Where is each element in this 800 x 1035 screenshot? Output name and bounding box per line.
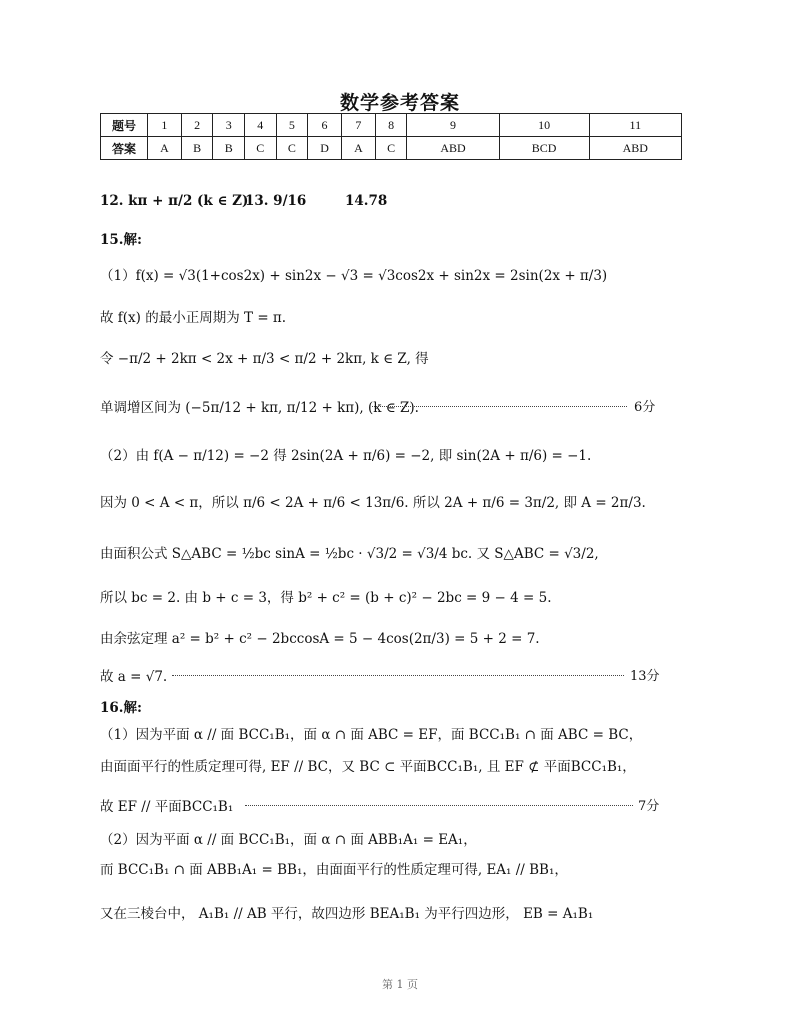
answer-cell: D — [308, 137, 342, 160]
question-number-cell: 5 — [276, 114, 308, 137]
dotted-leader — [245, 805, 633, 806]
dotted-leader — [172, 675, 624, 676]
score-mark: 7分 — [638, 799, 660, 814]
q15-line: 单调增区间为 (−5π/12 + kπ, π/12 + kπ), (k ∈ Z). — [100, 400, 419, 416]
answer-cell: BCD — [499, 137, 589, 160]
q15-header: 15.解: — [100, 232, 142, 248]
question-number-cell: 8 — [375, 114, 407, 137]
q15-line: 所以 bc = 2. 由 b + c = 3，得 b² + c² = (b + c)² − 2bc = 9 − 4 = 5. — [100, 590, 552, 606]
answer-table — [100, 113, 682, 160]
q16-line: 而 BCC₁B₁ ∩ 面 ABB₁A₁ = BB₁，由面面平行的性质定理可得, EA₁ // BB₁， — [100, 862, 568, 878]
answer-cell: C — [244, 137, 276, 160]
row-label-answer: 答案 — [101, 137, 148, 160]
question-number-cell: 9 — [407, 114, 499, 137]
q13-answer: 13. 9/16 — [245, 193, 307, 209]
answer-cell: C — [276, 137, 308, 160]
q15-line: 故 f(x) 的最小正周期为 T = π. — [100, 310, 287, 326]
question-number-cell: 6 — [308, 114, 342, 137]
q15-line: 令 −π/2 + 2kπ < 2x + π/3 < π/2 + 2kπ, k ∈ Z, 得 — [100, 351, 429, 367]
answer-cell: ABD — [589, 137, 681, 160]
page-title: 数学参考答案 — [339, 92, 460, 114]
dotted-leader — [372, 406, 627, 407]
question-number-cell: 3 — [213, 114, 245, 137]
score-mark: 6分 — [634, 400, 656, 415]
q15-line: （1）f(x) = √3(1+cos2x) + sin2x − √3 = √3cos2x + sin2x = 2sin(2x + π/3) — [100, 268, 608, 284]
q16-line: 故 EF // 平面BCC₁B₁ — [100, 799, 234, 815]
answer-cell: B — [181, 137, 213, 160]
q16-line: 又在三棱台中， A₁B₁ // AB 平行，故四边形 BEA₁B₁ 为平行四边形， EB = A₁B₁ — [100, 906, 594, 922]
row-label-question-number: 题号 — [101, 114, 148, 137]
answer-cell: B — [213, 137, 245, 160]
q12-answer: 12. kπ + π/2 (k ∈ Z) — [100, 193, 249, 209]
answer-cell: C — [375, 137, 407, 160]
score-mark: 13分 — [630, 669, 660, 684]
question-number-cell: 11 — [589, 114, 681, 137]
question-number-cell: 4 — [244, 114, 276, 137]
q15-line: 由面积公式 S△ABC = ½bc sinA = ½bc · √3/2 = √3/4 bc. 又 S△ABC = √3/2, — [100, 546, 599, 562]
page-number: 第 1 页 — [382, 978, 418, 991]
question-number-cell: 2 — [181, 114, 213, 137]
q15-line: （2）由 f(A − π/12) = −2 得 2sin(2A + π/6) = −2, 即 sin(2A + π/6) = −1. — [100, 448, 592, 464]
q15-line: 由余弦定理 a² = b² + c² − 2bccosA = 5 − 4cos(2π/3) = 5 + 2 = 7. — [100, 631, 540, 647]
question-number-cell: 10 — [499, 114, 589, 137]
q16-header: 16.解: — [100, 700, 142, 716]
answer-cell: A — [341, 137, 375, 160]
q16-line: （2）因为平面 α // 面 BCC₁B₁，面 α ∩ 面 ABB₁A₁ = EA₁， — [100, 832, 477, 848]
question-number-row — [101, 114, 682, 137]
answer-row — [101, 137, 682, 160]
q15-line: 故 a = √7. — [100, 669, 168, 685]
q16-line: （1）因为平面 α // 面 BCC₁B₁，面 α ∩ 面 ABC = EF，面 BCC₁B₁ ∩ 面 ABC = BC， — [100, 727, 643, 743]
answer-cell: A — [148, 137, 182, 160]
answer-cell: ABD — [407, 137, 499, 160]
q16-line: 由面面平行的性质定理可得, EF // BC，又 BC ⊂ 平面BCC₁B₁, 且 EF ⊄ 平面BCC₁B₁， — [100, 759, 636, 775]
question-number-cell: 7 — [341, 114, 375, 137]
question-number-cell: 1 — [148, 114, 182, 137]
q15-line: 因为 0 < A < π，所以 π/6 < 2A + π/6 < 13π/6. 所以 2A + π/6 = 3π/2, 即 A = 2π/3. — [100, 495, 646, 511]
q14-answer: 14.78 — [345, 193, 388, 209]
